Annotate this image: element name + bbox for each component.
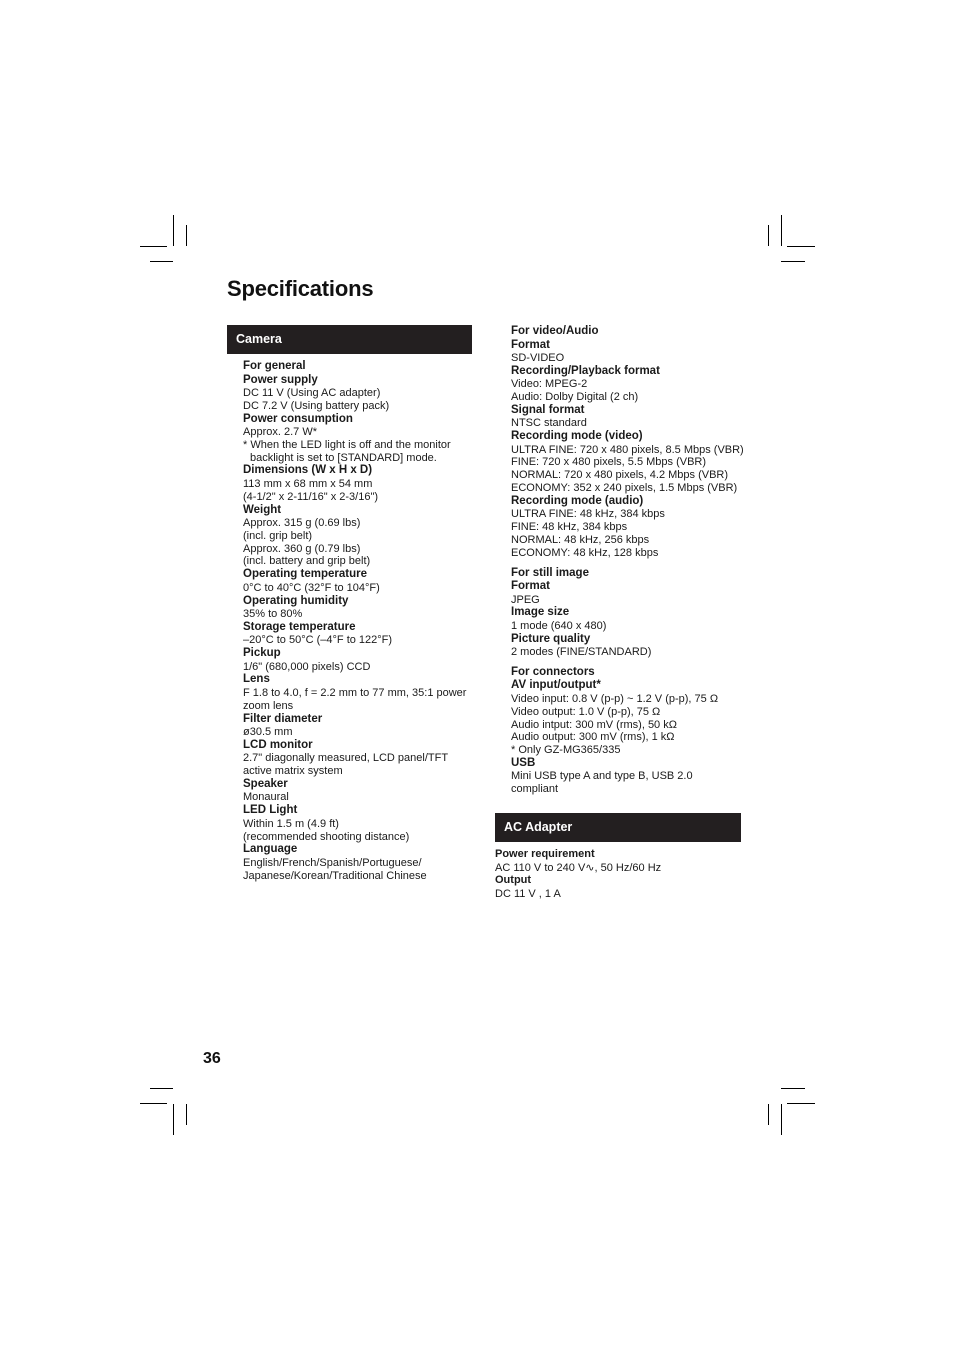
spec-label: Image size [511, 606, 570, 619]
crop-mark [781, 261, 805, 262]
spec-value: 35% to 80% [243, 608, 303, 621]
page-number: 36 [203, 1050, 221, 1067]
spec-label: Language [243, 843, 298, 856]
spec-value: * Only GZ-MG365/335 [511, 744, 621, 757]
spec-label: USB [511, 756, 536, 769]
ac-adapter-section [495, 813, 741, 901]
spec-list [511, 580, 741, 659]
ac-adapter-section-header: AC Adapter [495, 813, 741, 842]
spec-value: (incl. battery and grip belt) [243, 555, 371, 568]
spec-value: ECONOMY: 48 kHz, 128 kbps [511, 546, 659, 559]
spec-value: 1 mode (640 x 480) [511, 619, 607, 632]
spec-value: 113 mm x 68 mm x 54 mm [243, 477, 373, 490]
spec-value: JPEG [511, 593, 540, 606]
spec-value: Mini USB type A and type B, USB 2.0 [511, 770, 693, 783]
crop-mark [781, 215, 782, 246]
spec-list [511, 338, 744, 560]
spec-value: DC 11 V (Using AC adapter) [243, 387, 381, 399]
spec-label: Power consumption [243, 412, 353, 425]
spec-value: * When the LED light is off and the monitor [243, 438, 451, 451]
spec-value: SD-VIDEO [511, 352, 565, 364]
spec-value: –20°C to 50°C (–4°F to 122°F) [243, 634, 393, 647]
spec-label: AV input/output* [511, 679, 601, 692]
spec-value: zoom lens [243, 699, 294, 712]
spec-value: Approx. 315 g (0.69 lbs) [243, 517, 361, 530]
group-title: For connectors [511, 665, 595, 678]
spec-value: DC 7.2 V (Using battery pack) [243, 399, 390, 412]
spec-value: Audio output: 300 mV (rms), 1 kΩ [511, 731, 675, 744]
spec-value: 1/6" (680,000 pixels) CCD [243, 660, 371, 673]
group-title: For video/Audio [511, 325, 599, 337]
spec-label: Recording/Playback format [511, 364, 660, 377]
spec-value: ULTRA FINE: 720 x 480 pixels, 8.5 Mbps (VBR) [511, 443, 744, 456]
spec-value: Japanese/Korean/Traditional Chinese [243, 869, 427, 882]
group-title: For general [243, 360, 306, 372]
spec-label: Speaker [243, 777, 288, 790]
spec-value: (recommended shooting distance) [243, 830, 410, 843]
spec-label: Storage temperature [243, 620, 356, 633]
spec-label: Operating humidity [243, 594, 349, 607]
spec-list [511, 679, 741, 796]
spec-label: Power requirement [495, 848, 595, 861]
spec-value: ø30.5 mm [243, 726, 293, 739]
crop-mark [781, 1104, 782, 1135]
spec-list [243, 374, 472, 883]
spec-value: NORMAL: 720 x 480 pixels, 4.2 Mbps (VBR) [511, 469, 729, 482]
spec-value: (incl. grip belt) [243, 529, 313, 542]
crop-mark [150, 1088, 173, 1089]
spec-value: F 1.8 to 4.0, f = 2.2 mm to 77 mm, 35:1 power [243, 686, 467, 699]
spec-value: backlight is set to [STANDARD] mode. [250, 451, 437, 464]
crop-mark [186, 225, 187, 246]
right-column [495, 325, 744, 901]
spec-value: (4-1/2" x 2-11/16" x 2-3/16") [243, 490, 379, 503]
spec-value: 0°C to 40°C (32°F to 104°F) [243, 581, 380, 594]
spec-label: Filter diameter [243, 712, 323, 725]
spec-value: Video: MPEG-2 [511, 378, 588, 391]
ac-adapter-block [495, 848, 741, 901]
spec-value: 2 modes (FINE/STANDARD) [511, 646, 652, 659]
spec-value: Audio intput: 300 mV (rms), 50 kΩ [511, 718, 677, 731]
spec-value: Video output: 1.0 V (p-p), 75 Ω [511, 705, 661, 718]
crop-mark [173, 215, 174, 246]
spec-value: English/French/Spanish/Portuguese/ [243, 856, 422, 869]
spec-value: ULTRA FINE: 48 kHz, 384 kbps [511, 508, 665, 521]
crop-mark [186, 1104, 187, 1125]
left-column [227, 325, 472, 882]
spec-label: Power supply [243, 373, 318, 386]
spec-label: Lens [243, 673, 270, 686]
crop-mark [781, 1088, 805, 1089]
spec-label: Picture quality [511, 632, 591, 645]
page-title: Specifications [227, 276, 374, 301]
spec-value: FINE: 48 kHz, 384 kbps [511, 521, 628, 534]
video-audio-block [511, 325, 744, 560]
spec-label: Weight [243, 503, 282, 516]
spec-list [495, 848, 741, 901]
spec-value: DC 11 V , 1 A [495, 887, 561, 900]
connectors-block [511, 666, 741, 796]
crop-mark [768, 225, 769, 246]
crop-mark [173, 1104, 174, 1135]
spec-value: FINE: 720 x 480 pixels, 5.5 Mbps (VBR) [511, 456, 707, 469]
spec-value: Video input: 0.8 V (p-p) ~ 1.2 V (p-p), 75 Ω [511, 692, 719, 705]
spec-value: 2.7" diagonally measured, LCD panel/TFT [243, 752, 449, 765]
spec-label: LED Light [243, 804, 298, 817]
spec-label: LCD monitor [243, 738, 313, 751]
spec-value: ECONOMY: 352 x 240 pixels, 1.5 Mbps (VBR) [511, 482, 738, 495]
spec-value: Audio: Dolby Digital (2 ch) [511, 391, 639, 404]
spec-label: Format [511, 338, 550, 351]
spec-value: Monaural [243, 791, 289, 804]
spec-value: Approx. 2.7 W* [243, 426, 317, 439]
crop-mark [150, 261, 173, 262]
spec-label: Recording mode (video) [511, 430, 643, 443]
group-title: For still image [511, 566, 589, 579]
spec-value: Within 1.5 m (4.9 ft) [243, 817, 339, 830]
spec-label: Operating temperature [243, 568, 367, 581]
spec-value: compliant [511, 783, 559, 796]
spec-label: Pickup [243, 647, 281, 660]
still-image-block [511, 567, 741, 659]
spec-value: AC 110 V to 240 V∿, 50 Hz/60 Hz [495, 861, 662, 874]
spec-label: Output [495, 874, 532, 887]
crop-mark [787, 1103, 815, 1104]
spec-label: Recording mode (audio) [511, 494, 644, 507]
spec-value: NTSC standard [511, 417, 587, 430]
spec-label: Format [511, 580, 550, 593]
crop-mark [768, 1104, 769, 1125]
spec-label: Dimensions (W x H x D) [243, 464, 373, 477]
crop-mark [787, 246, 815, 247]
crop-mark [140, 1103, 167, 1104]
camera-section-header: Camera [227, 325, 472, 354]
spec-value: NORMAL: 48 kHz, 256 kbps [511, 533, 650, 546]
spec-value: active matrix system [243, 765, 343, 778]
camera-general-block [243, 360, 472, 882]
crop-mark [140, 246, 167, 247]
spec-value: Approx. 360 g (0.79 lbs) [243, 542, 361, 555]
spec-label: Signal format [511, 403, 585, 416]
